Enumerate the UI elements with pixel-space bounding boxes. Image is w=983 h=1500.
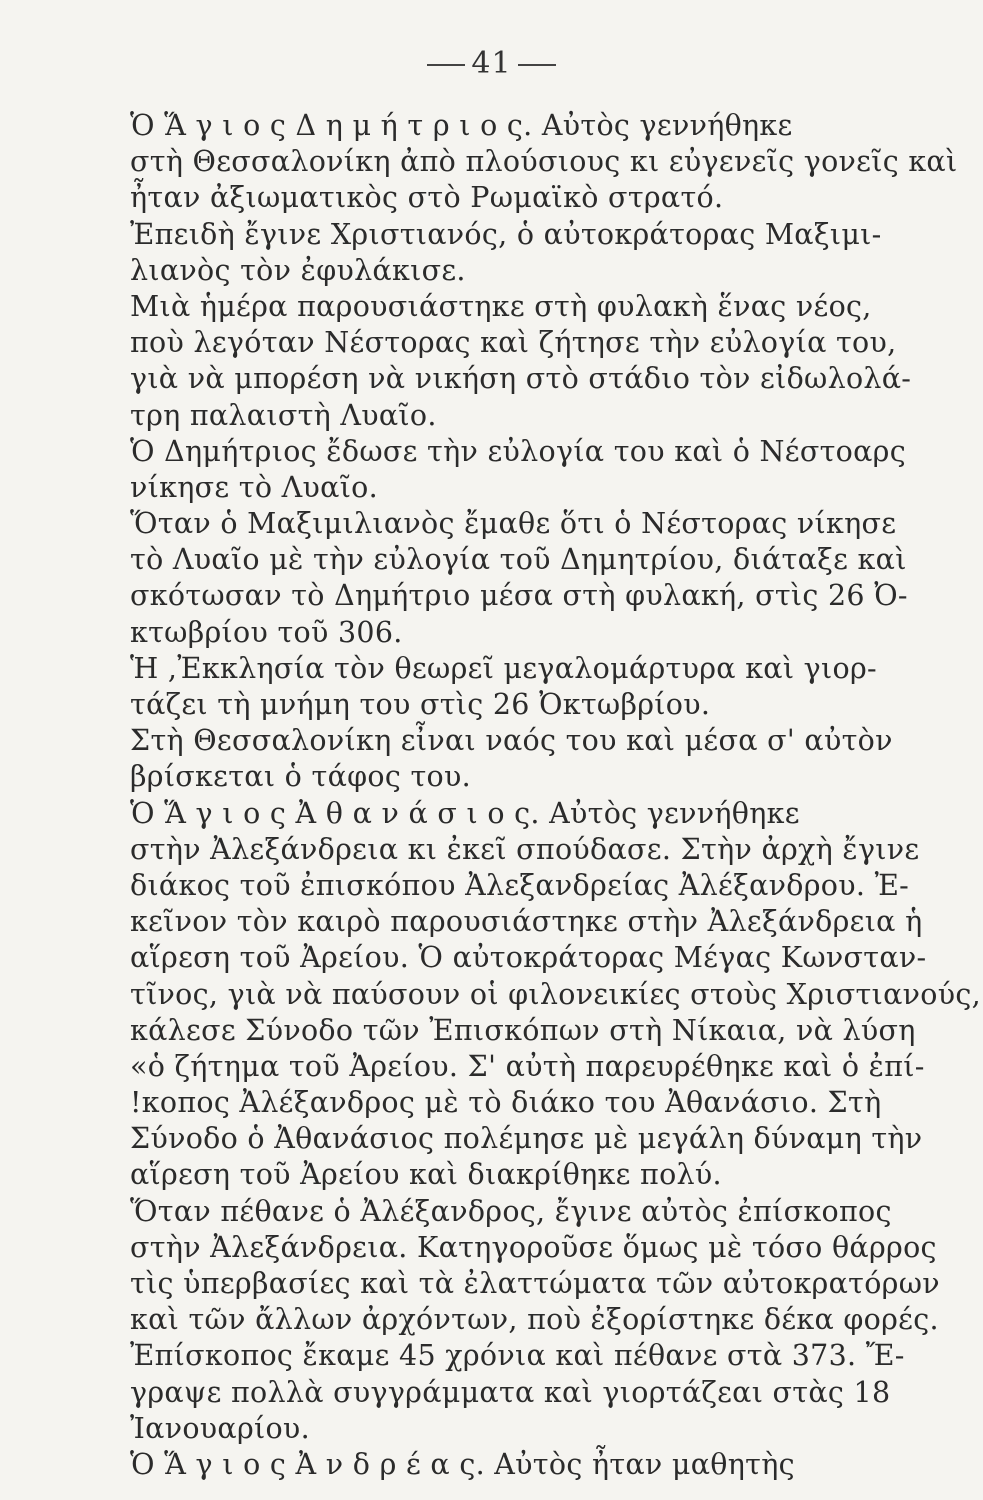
- text-line: κεῖνον τὸν καιρὸ παρουσιάστηκε στὴν Ἀλεξάνδρεια ἡ: [130, 905, 923, 939]
- text-line: σκότωσαν τὸ Δημήτριο μέσα στὴ φυλακή, στὶς 26 Ὀ-: [130, 579, 908, 613]
- text-line: ἦταν ἀξιωματικὸς στὸ Ρωμαϊκὸ στρατό.: [130, 181, 724, 215]
- text-line: Σύνοδο ὁ Ἀθανάσιος πολέμησε μὲ μεγάλη δύναμη τὴν: [130, 1122, 923, 1156]
- text-line: Ὁ Δημήτριος ἔδωσε τὴν εὐλογία του καὶ ὁ Νέστοαρς: [130, 434, 906, 468]
- text-line: Ὅταν πέθανε ὁ Ἀλέξανδρος, ἔγινε αὐτὸς ἐπίσκοπος: [130, 1194, 892, 1228]
- text-line: τρη παλαιστὴ Λυαῖο.: [130, 398, 437, 432]
- text-line: γραψε πολλὰ συγγράμματα καὶ γιορτάζεαι στὰς 18: [130, 1375, 891, 1409]
- text-line: κάλεσε Σύνοδο τῶν Ἐπισκόπων στὴ Νίκαια, νὰ λύση: [130, 1013, 916, 1047]
- page-number-value: 41: [471, 46, 512, 81]
- text-line: νίκησε τὸ Λυαῖο.: [130, 470, 378, 504]
- text-line: διάκος τοῦ ἐπισκόπου Ἀλεξανδρείας Ἀλέξανδρου. Ἐ-: [130, 868, 910, 902]
- text-line: στὴν Ἀλεξάνδρεια κι ἐκεῖ σπούδασε. Στὴν ἀρχὴ ἔγινε: [130, 832, 920, 866]
- text-line: στὴ Θεσσαλονίκη ἀπὸ πλούσιους κι εὐγενεῖς γονεῖς καὶ: [130, 145, 958, 179]
- text-line: Μιὰ ἡμέρα παρουσιάστηκε στὴ φυλακὴ ἕνας νέος,: [130, 289, 872, 323]
- text-line: Ἰανουαρίου.: [130, 1411, 310, 1445]
- text-line: βρίσκεται ὁ τάφος του.: [130, 760, 471, 794]
- text-line: Ἡ ,Ἐκκλησία τὸν θεωρεῖ μεγαλομάρτυρα καὶ γιορ-: [130, 651, 877, 685]
- text-line: τὶς ὑπερβασίες καὶ τὰ ἐλαττώματα τῶν αὐτοκρατόρων: [130, 1267, 940, 1300]
- text-line: ποὺ λεγόταν Νέστορας καὶ ζήτησε τὴν εὐλογία του,: [130, 326, 897, 360]
- text-line: λιανὸς τὸν ἐφυλάκισε.: [130, 253, 466, 287]
- text-line: «ὁ ζήτημα τοῦ Ἀρείου. Σ' αὐτὴ παρευρέθηκε καὶ ὁ ἐπί-: [130, 1049, 925, 1083]
- text-line: αἵρεση τοῦ Ἀρείου καὶ διακρίθηκε πολύ.: [130, 1158, 722, 1192]
- text-line: Στὴ Θεσσαλονίκη εἶναι ναός του καὶ μέσα σ' αὐτὸν: [130, 724, 893, 758]
- dash-left: [427, 64, 465, 66]
- dash-right: [518, 64, 556, 66]
- text-line: τῖνος, γιὰ νὰ παύσουν οἱ φιλονεικίες στοὺς Χριστιανούς,: [130, 977, 981, 1011]
- text-line: Ἐπίσκοπος ἔκαμε 45 χρόνια καὶ πέθανε στὰ 373. Ἔ-: [130, 1339, 905, 1373]
- text-line: γιὰ νὰ μπορέση νὰ νικήση στὸ στάδιο τὸν εἰδωλολά-: [130, 362, 912, 396]
- page-number: [0, 46, 983, 81]
- text-line: Ὁ Ἅ γ ι ο ς Ἀ θ α ν ά σ ι ο ς. Αὐτὸς γεννήθηκε: [130, 796, 800, 830]
- text-line: Ὅταν ὁ Μαξιμιλιανὸς ἔμαθε ὅτι ὁ Νέστορας νίκησε: [130, 507, 897, 541]
- text-line: στὴν Ἀλεξάνδρεια. Κατηγοροῦσε ὅμως μὲ τόσο θάρρος: [130, 1230, 937, 1264]
- text-line: καὶ τῶν ἄλλων ἀρχόντων, ποὺ ἐξορίστηκε δέκα φορές.: [130, 1303, 939, 1337]
- text-line: !κοπος Ἀλέξανδρος μὲ τὸ διάκο του Ἀθανάσιο. Στὴ: [130, 1086, 882, 1120]
- text-line: τάζει τὴ μνήμη του στὶς 26 Ὀκτωβρίου.: [130, 688, 711, 721]
- text-line: τὸ Λυαῖο μὲ τὴν εὐλογία τοῦ Δημητρίου, διάταξε καὶ: [130, 543, 907, 577]
- text-line: κτωβρίου τοῦ 306.: [130, 615, 403, 649]
- text-line: Ἐπειδὴ ἔγινε Χριστιανός, ὁ αὐτοκράτορας Μαξιμι-: [130, 217, 882, 251]
- text-line: Ὁ Ἅ γ ι ο ς Δ η μ ή τ ρ ι ο ς. Αὐτὸς γεννήθηκε: [130, 109, 793, 142]
- body-text: [130, 108, 981, 1483]
- text-line: Ὁ Ἅ γ ι ο ς Ἀ ν δ ρ έ α ς. Αὐτὸς ἦταν μαθητὴς: [130, 1447, 795, 1481]
- text-line: αἵρεση τοῦ Ἀρείου. Ὁ αὐτοκράτορας Μέγας Κωνσταν-: [130, 941, 927, 975]
